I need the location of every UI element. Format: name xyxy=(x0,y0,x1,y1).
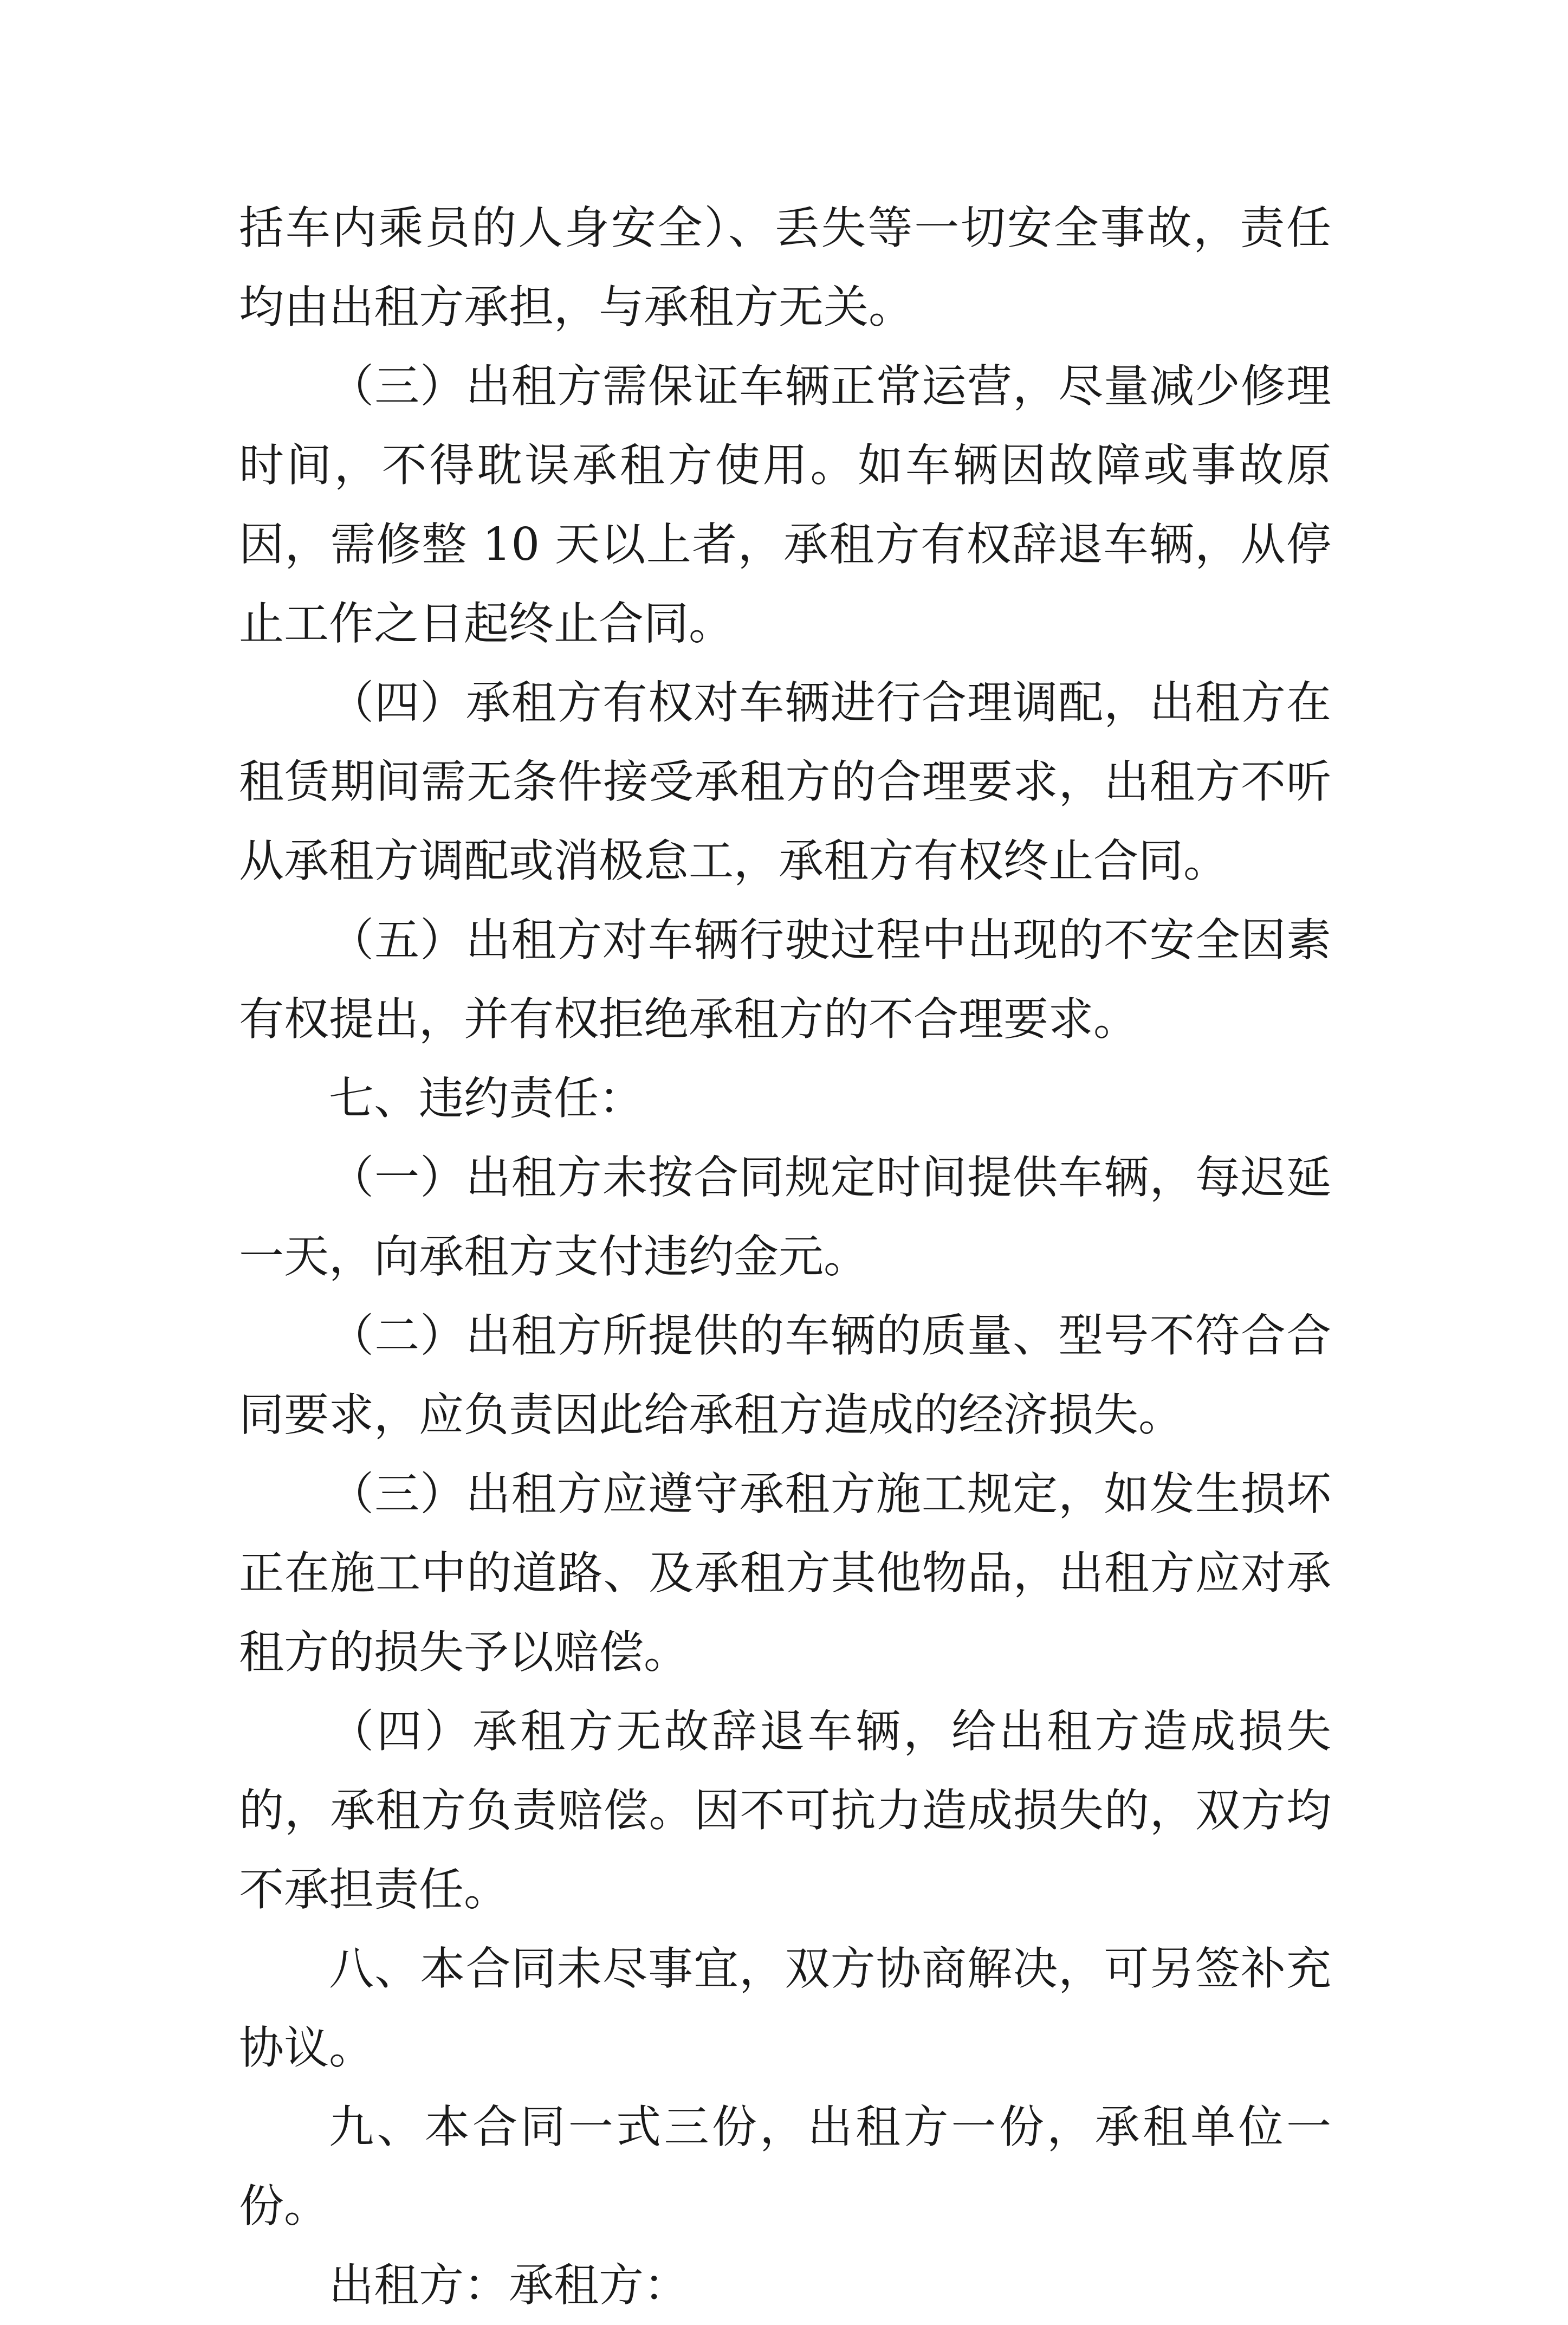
section-heading-breach-liability: 七、违约责任： xyxy=(329,1072,644,1125)
paragraph-clause-4: （四）承租方有权对车辆进行合理调配，出租方在租赁期间需无条件接受承租方的合理要求，出租方不听从承租方调配或消极怠工，承租方有权终止合同。 xyxy=(239,676,1331,887)
paragraph-breach-1: （一）出租方未按合同规定时间提供车辆，每迟延一天，向承租方支付违约金元。 xyxy=(239,1151,1331,1283)
document-body xyxy=(239,189,1331,2325)
signature-line: 出租方：承租方： xyxy=(329,2259,689,2311)
paragraph-clause-3: （三）出租方需保证车辆正常运营，尽量减少修理时间，不得耽误承租方使用。如车辆因故障或事故原因，需修整 10 天以上者，承租方有权辞退车辆，从停止工作之日起终止合同。 xyxy=(239,360,1331,650)
paragraph-continuation: 括车内乘员的人身安全）、丢失等一切安全事故，责任均由出租方承担，与承租方无关。 xyxy=(239,202,1331,333)
paragraph-breach-4: （四）承租方无故辞退车辆，给出租方造成损失的，承租方负责赔偿。因不可抗力造成损失的，双方均不承担责任。 xyxy=(239,1705,1331,1916)
paragraph-breach-3: （三）出租方应遵守承租方施工规定，如发生损坏正在施工中的道路、及承租方其他物品，出租方应对承租方的损失予以赔偿。 xyxy=(239,1468,1331,1678)
paragraph-clause-5: （五）出租方对车辆行驶过程中出现的不安全因素有权提出，并有权拒绝承租方的不合理要求。 xyxy=(239,914,1331,1045)
paragraph-breach-2: （二）出租方所提供的车辆的质量、型号不符合合同要求，应负责因此给承租方造成的经济损失。 xyxy=(239,1309,1331,1441)
section-8-unresolved-matters: 八、本合同未尽事宜，双方协商解决，可另签补充协议。 xyxy=(239,1942,1331,2074)
section-9-copies: 九、本合同一式三份，出租方一份，承租单位一份。 xyxy=(239,2101,1331,2232)
